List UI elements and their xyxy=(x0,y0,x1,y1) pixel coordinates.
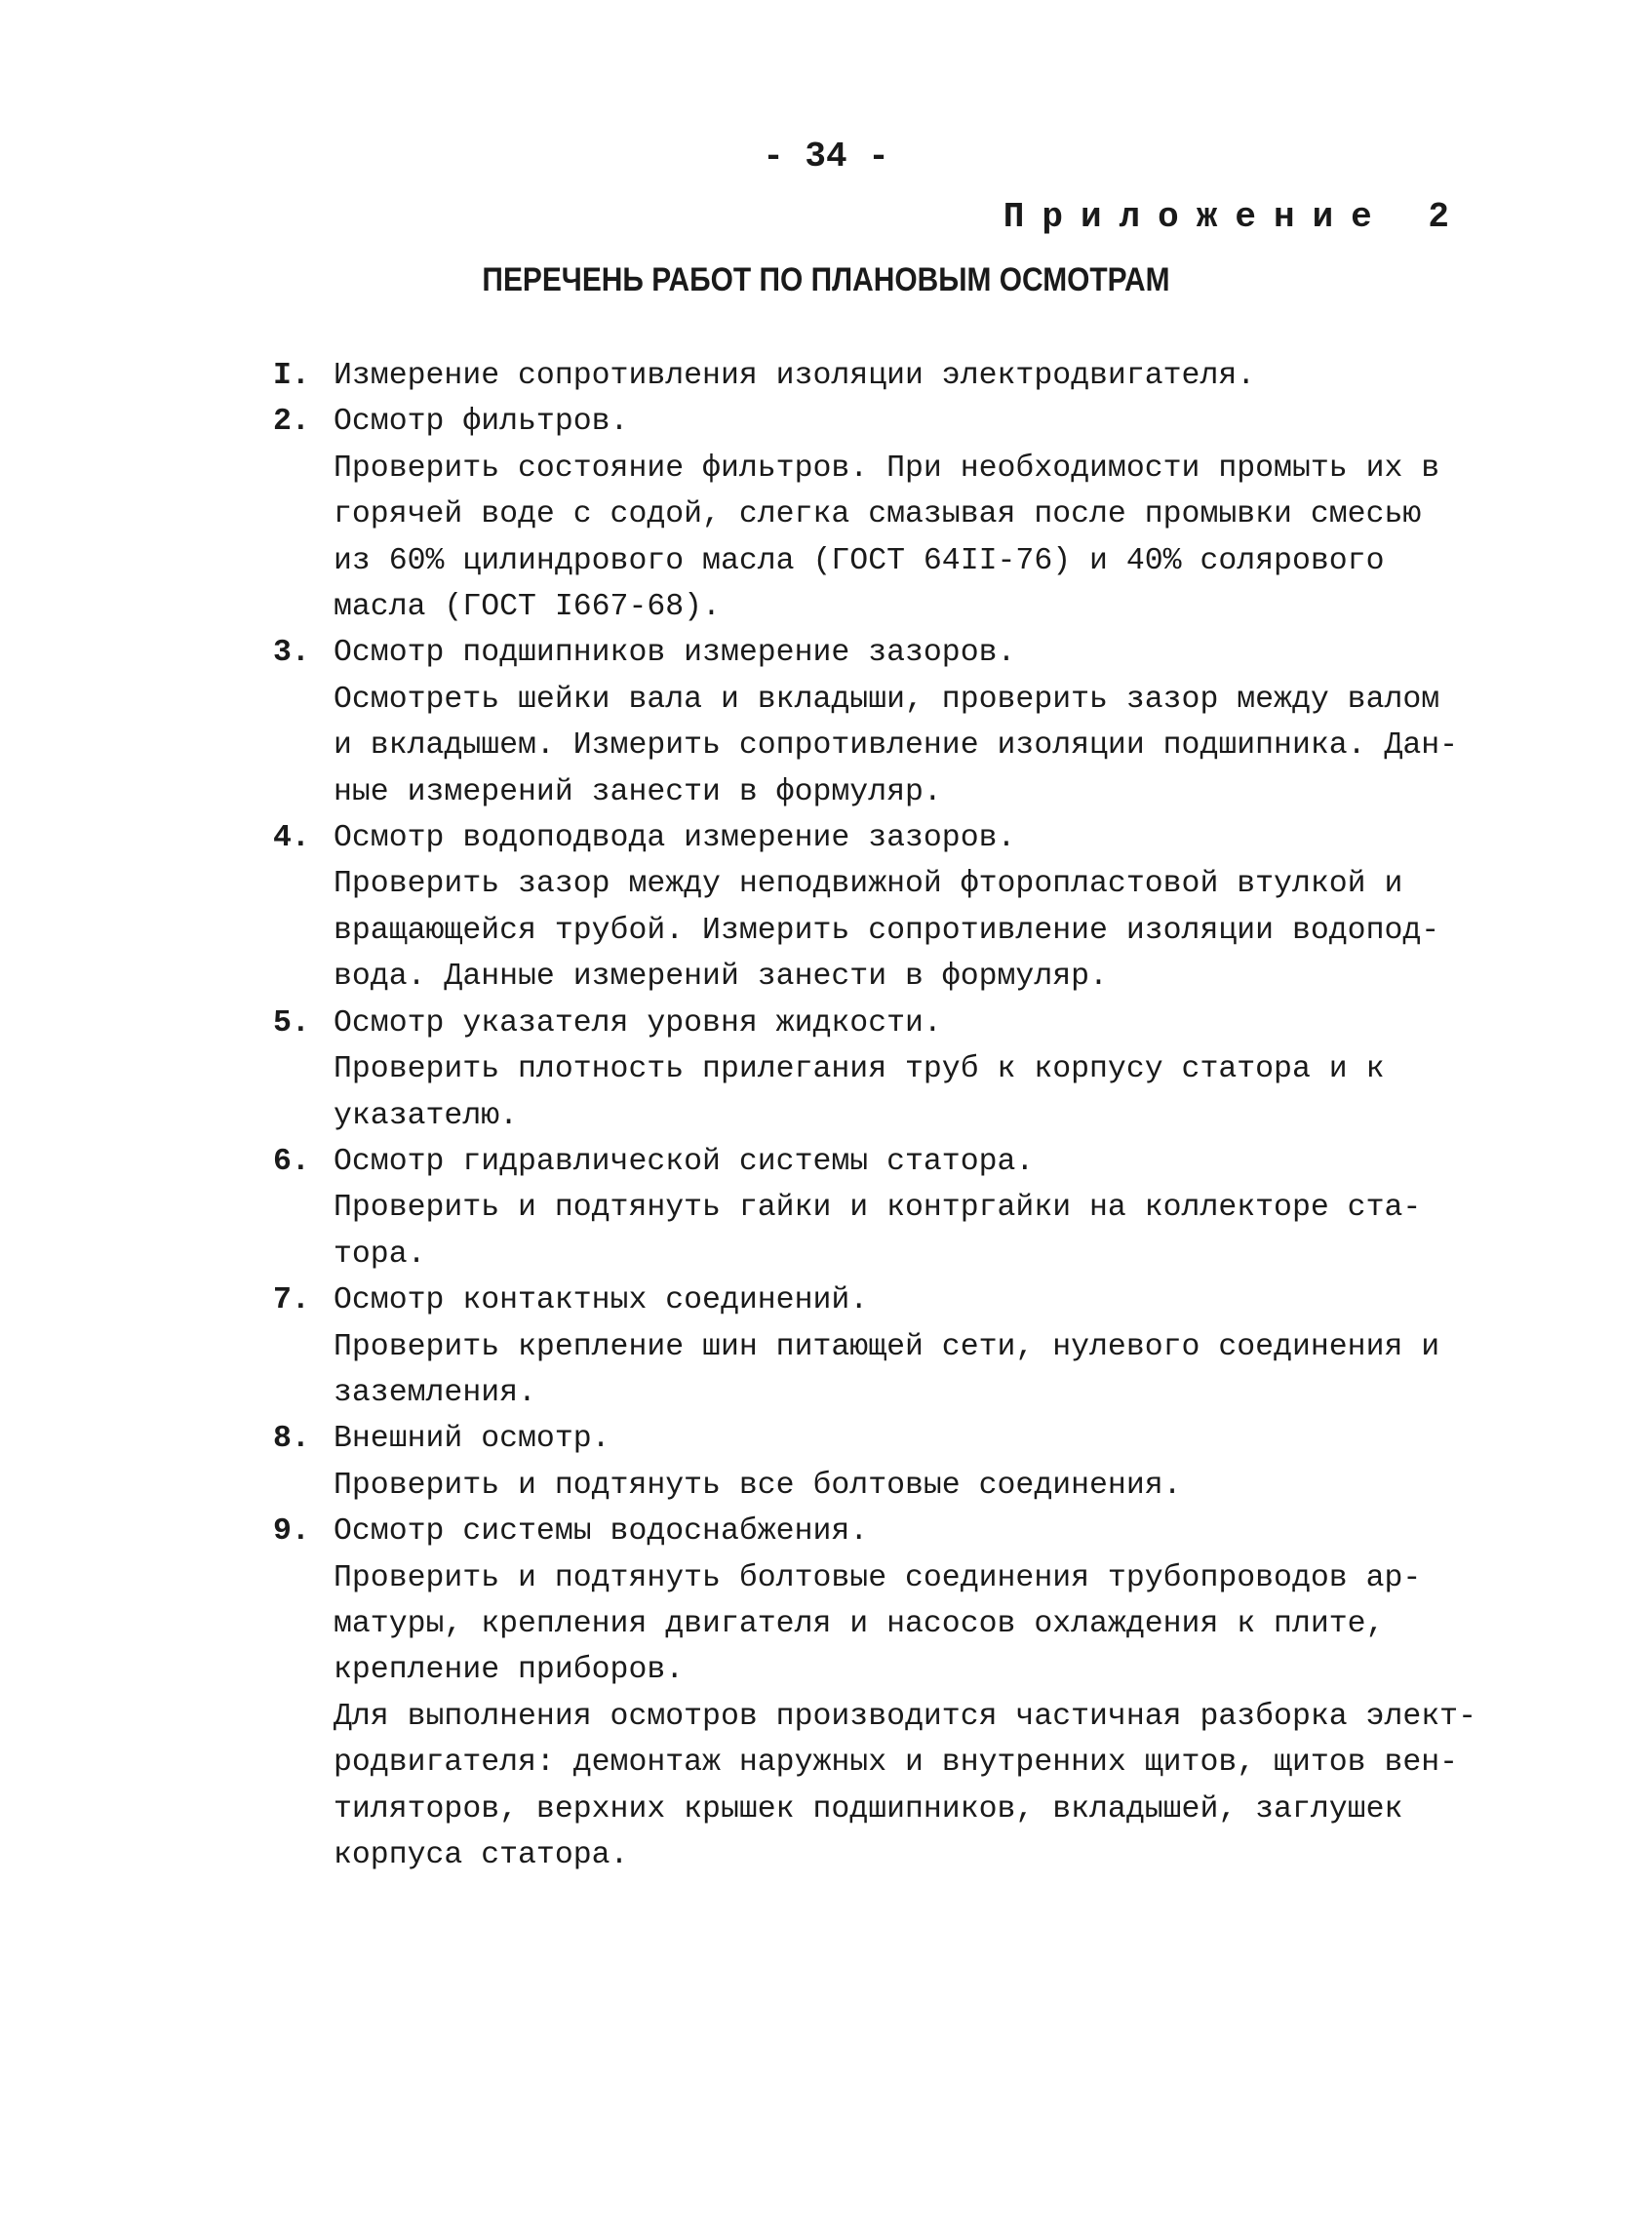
item-line: Проверить зазор между неподвижной фторопластовой втулкой и xyxy=(334,867,1403,902)
item-line: из 60% цилиндрового масла (ГОСТ 64II-76) и 40% солярового xyxy=(334,543,1385,578)
closing-line: Для выполнения осмотров производится частичная разборка элект- xyxy=(334,1699,1476,1734)
item-line: заземления. xyxy=(334,1375,536,1410)
item-heading: Осмотр фильтров. xyxy=(334,405,629,440)
closing-paragraph xyxy=(273,1694,1502,1879)
closing-line: родвигателя: демонтаж наружных и внутренних щитов, щитов вен- xyxy=(334,1746,1459,1781)
list-item xyxy=(273,1277,1502,1416)
item-line: масла (ГОСТ I667-68). xyxy=(334,590,721,625)
item-line: матуры, крепления двигателя и насосов охлаждения к плите, xyxy=(334,1606,1385,1641)
item-heading: Осмотр системы водоснабжения. xyxy=(334,1514,869,1550)
item-heading: Внешний осмотр. xyxy=(334,1422,610,1457)
item-number: 2. xyxy=(273,405,310,440)
item-line: горячей воде с содой, слегка смазывая после промывки смесью xyxy=(334,497,1422,532)
item-number: 8. xyxy=(273,1422,310,1457)
item-line: Проверить состояние фильтров. При необходимости промыть их в xyxy=(334,451,1440,486)
work-list xyxy=(273,353,1502,1878)
item-number: I. xyxy=(273,359,310,393)
item-line: Проверить крепление шин питающей сети, нулевого соединения и xyxy=(334,1329,1440,1364)
list-item xyxy=(273,353,1502,399)
item-line: Проверить и подтянуть болтовые соединения трубопроводов ар- xyxy=(334,1560,1422,1595)
item-line: Проверить и подтянуть гайки и контргайки на коллекторе ста- xyxy=(334,1191,1422,1226)
page-title: ПЕРЕЧЕНЬ РАБОТ ПО ПЛАНОВЫМ ОСМОТРАМ xyxy=(482,261,1170,298)
item-heading: Осмотр контактных соединений. xyxy=(334,1283,869,1318)
item-number: 6. xyxy=(273,1144,310,1179)
list-item xyxy=(273,1509,1502,1694)
list-item xyxy=(273,399,1502,630)
list-item xyxy=(273,1416,1502,1509)
item-number: 5. xyxy=(273,1005,310,1041)
item-number: 3. xyxy=(273,636,310,671)
list-item xyxy=(273,630,1502,815)
item-line: Измерение сопротивления изоляции электродвигателя. xyxy=(334,359,1256,393)
item-heading: Осмотр гидравлической системы статора. xyxy=(334,1144,1035,1179)
item-heading: Осмотр указателя уровня жидкости. xyxy=(334,1005,942,1041)
item-line: указателю. xyxy=(334,1098,519,1133)
closing-line: тиляторов, верхних крышек подшипников, вкладышей, заглушек xyxy=(334,1791,1403,1827)
item-line: Осмотреть шейки вала и вкладыши, проверить зазор между валом xyxy=(334,682,1440,717)
item-number: 4. xyxy=(273,821,310,856)
item-line: и вкладышем. Измерить сопротивление изоляции подшипника. Дан- xyxy=(334,728,1459,764)
closing-line: корпуса статора. xyxy=(334,1838,629,1872)
item-line: крепление приборов. xyxy=(334,1653,685,1688)
page-number: - 34 - xyxy=(763,137,889,177)
item-number: 7. xyxy=(273,1283,310,1318)
list-item xyxy=(273,1139,1502,1277)
item-heading: Осмотр водоподвода измерение зазоров. xyxy=(334,821,1016,856)
item-line: вращающейся трубой. Измерить сопротивление изоляции водопод- xyxy=(334,913,1440,948)
item-line: Проверить плотность прилегания труб к корпусу статора и к xyxy=(334,1052,1385,1087)
item-number: 9. xyxy=(273,1514,310,1550)
item-heading: Осмотр подшипников измерение зазоров. xyxy=(334,636,1016,671)
item-line: вода. Данные измерений занести в формуляр. xyxy=(334,960,1108,995)
item-line: тора. xyxy=(334,1237,426,1272)
item-line: Проверить и подтянуть все болтовые соединения. xyxy=(334,1468,1182,1503)
list-item xyxy=(273,1001,1502,1139)
appendix-label: Приложение 2 xyxy=(1003,197,1467,237)
list-item xyxy=(273,815,1502,1001)
item-line: ные измерений занести в формуляр. xyxy=(334,774,942,809)
